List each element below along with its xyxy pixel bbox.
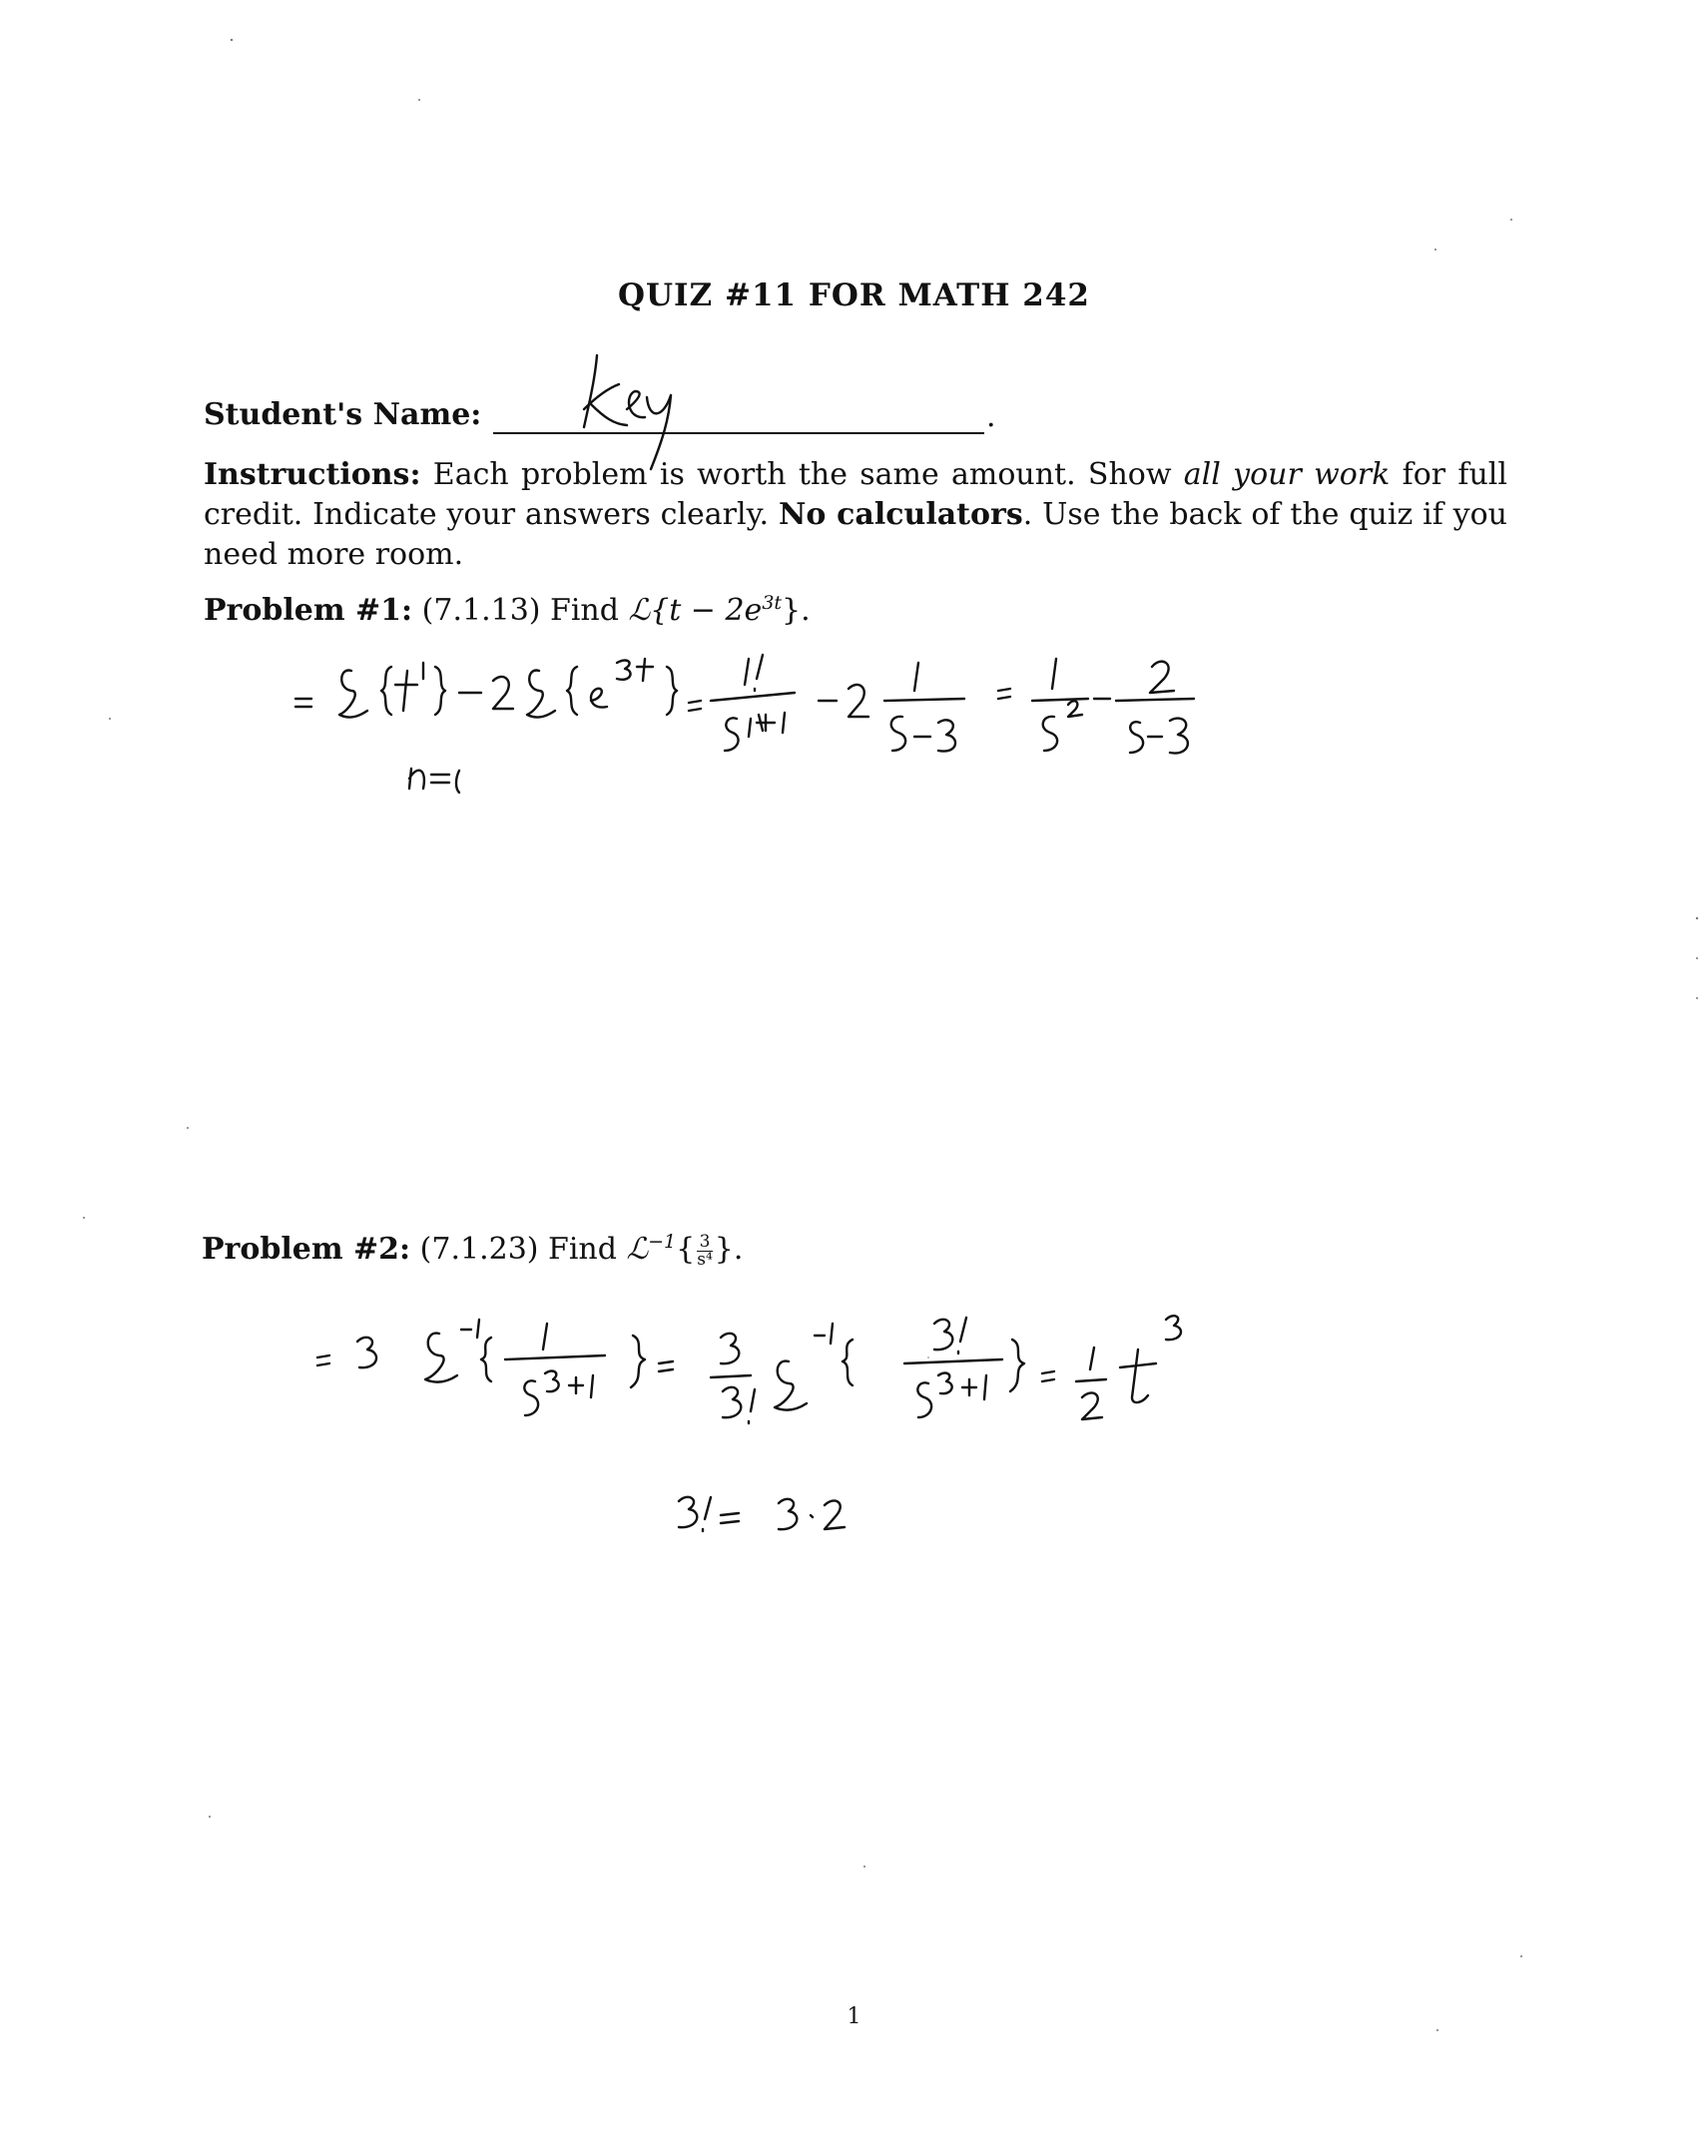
problem-2-expr-sup: −1 [648, 1231, 677, 1253]
problem-1-expr-pre: ℒ{t − 2e [628, 593, 763, 628]
problem-1-expr-post: }. [782, 593, 811, 628]
problem-2-ref: (7.1.23) Find [419, 1232, 627, 1267]
problem-2-label: Problem #2: [202, 1232, 411, 1267]
problem-1-expr-sup: 3t [762, 592, 783, 614]
student-name-label: Student's Name: [204, 397, 482, 432]
handwritten-problem-2-work [317, 1316, 1181, 1531]
problem-2-expr-pre: ℒ [626, 1232, 649, 1267]
problem-2-frac-den: s⁴ [697, 1249, 713, 1270]
instructions-emphasis: all your work [1183, 457, 1391, 492]
handwritten-name-key [584, 355, 671, 469]
handwritten-problem-1-work [295, 655, 1194, 793]
problem-1-ref: (7.1.13) Find [421, 593, 629, 628]
problem-2-frac-num: 3 [697, 1234, 713, 1252]
name-line-period: . [986, 399, 996, 434]
instructions-label: Instructions: [204, 457, 421, 492]
instructions-bold-phrase: No calculators [778, 497, 1023, 532]
problem-2: Problem #2: (7.1.23) Find ℒ$^{-1}${ $\frac{3}{\text{s⁴}}$ }. [202, 1231, 744, 1270]
instructions-text-3: . Use the back of the quiz if you need more room. [204, 497, 1507, 572]
instructions-text-1: Each problem is worth the same amount. Show [432, 457, 1184, 492]
page-number: 1 [847, 2004, 861, 2029]
problem-2-expr-post: }. [714, 1232, 744, 1267]
quiz-title: QUIZ #11 FOR MATH 242 [618, 277, 1090, 313]
instructions-text-2: for full credit. Indicate your answers clearly. [204, 457, 1507, 532]
scan-specks [83, 39, 1698, 2031]
problem-1-label: Problem #1: [204, 593, 413, 628]
